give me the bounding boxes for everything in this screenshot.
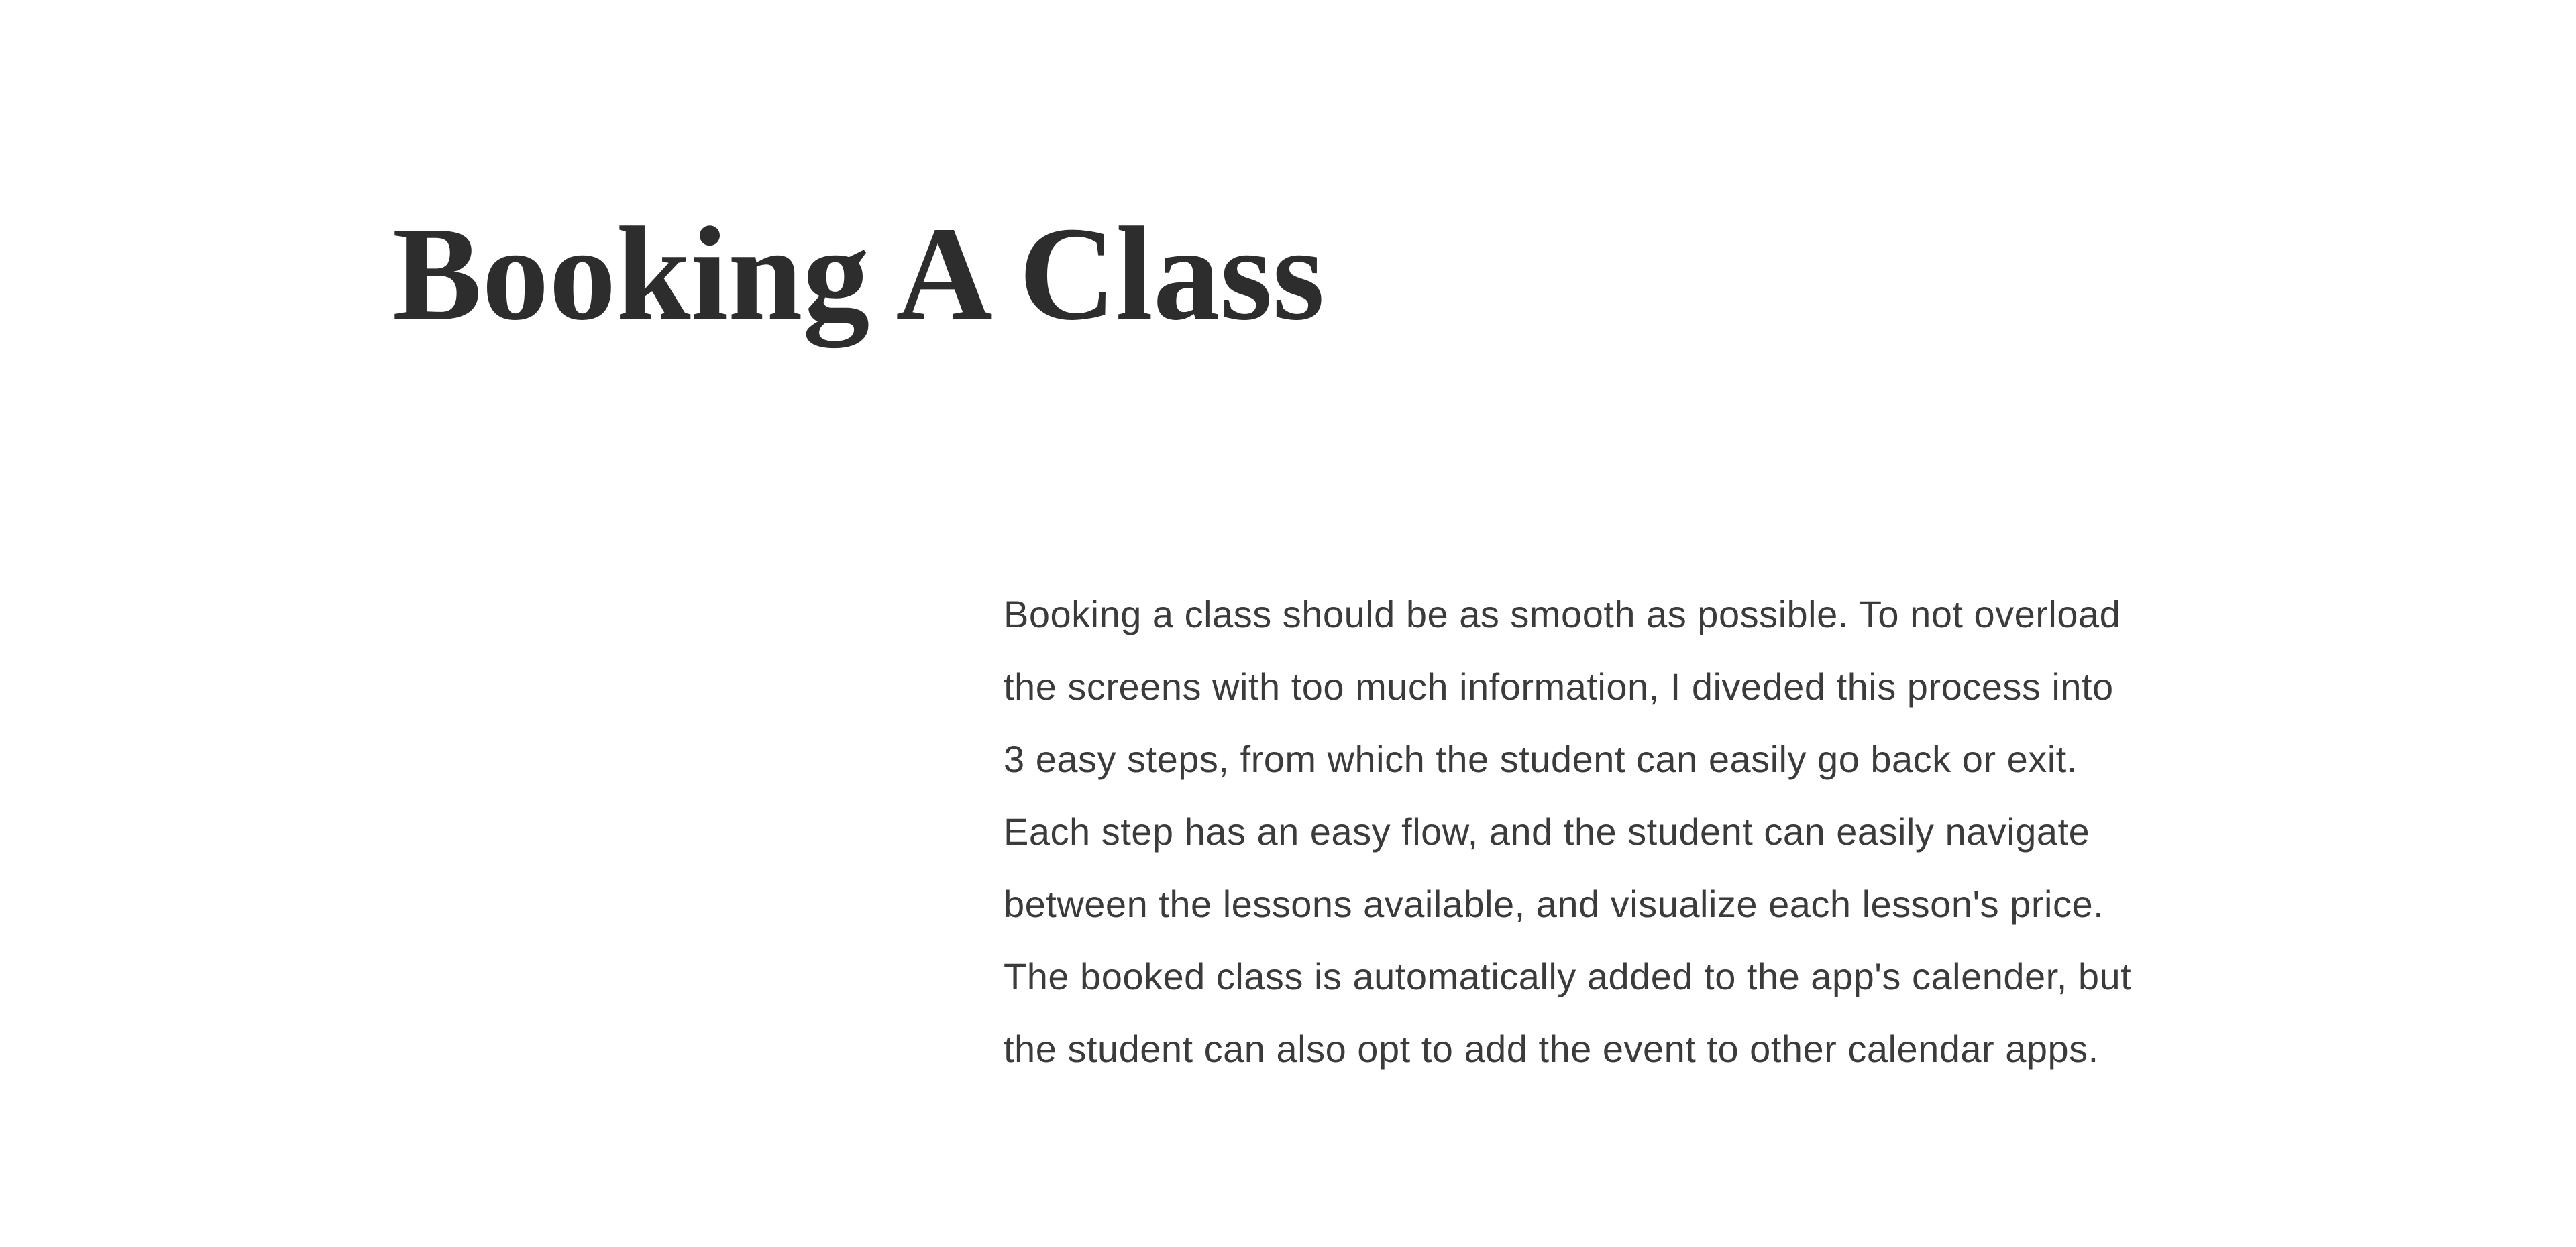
paragraph-line: Each step has an easy flow, and the student can easily navigate (1004, 810, 2090, 853)
page-title: Booking A Class (392, 200, 1325, 348)
paragraph-line: Booking a class should be as smooth as possible. To not overload (1004, 593, 2121, 635)
body-paragraph (1004, 578, 2345, 1085)
paragraph-line: between the lessons available, and visualize each lesson's price. (1004, 883, 2104, 925)
paragraph-line: 3 easy steps, from which the student can easily go back or exit. (1004, 738, 2078, 780)
paragraph-line: the student can also opt to add the event to other calendar apps. (1004, 1028, 2099, 1070)
paragraph-line: the screens with too much information, I diveded this process into (1004, 665, 2114, 708)
paragraph-line: The booked class is automatically added to the app's calender, but (1004, 955, 2132, 997)
